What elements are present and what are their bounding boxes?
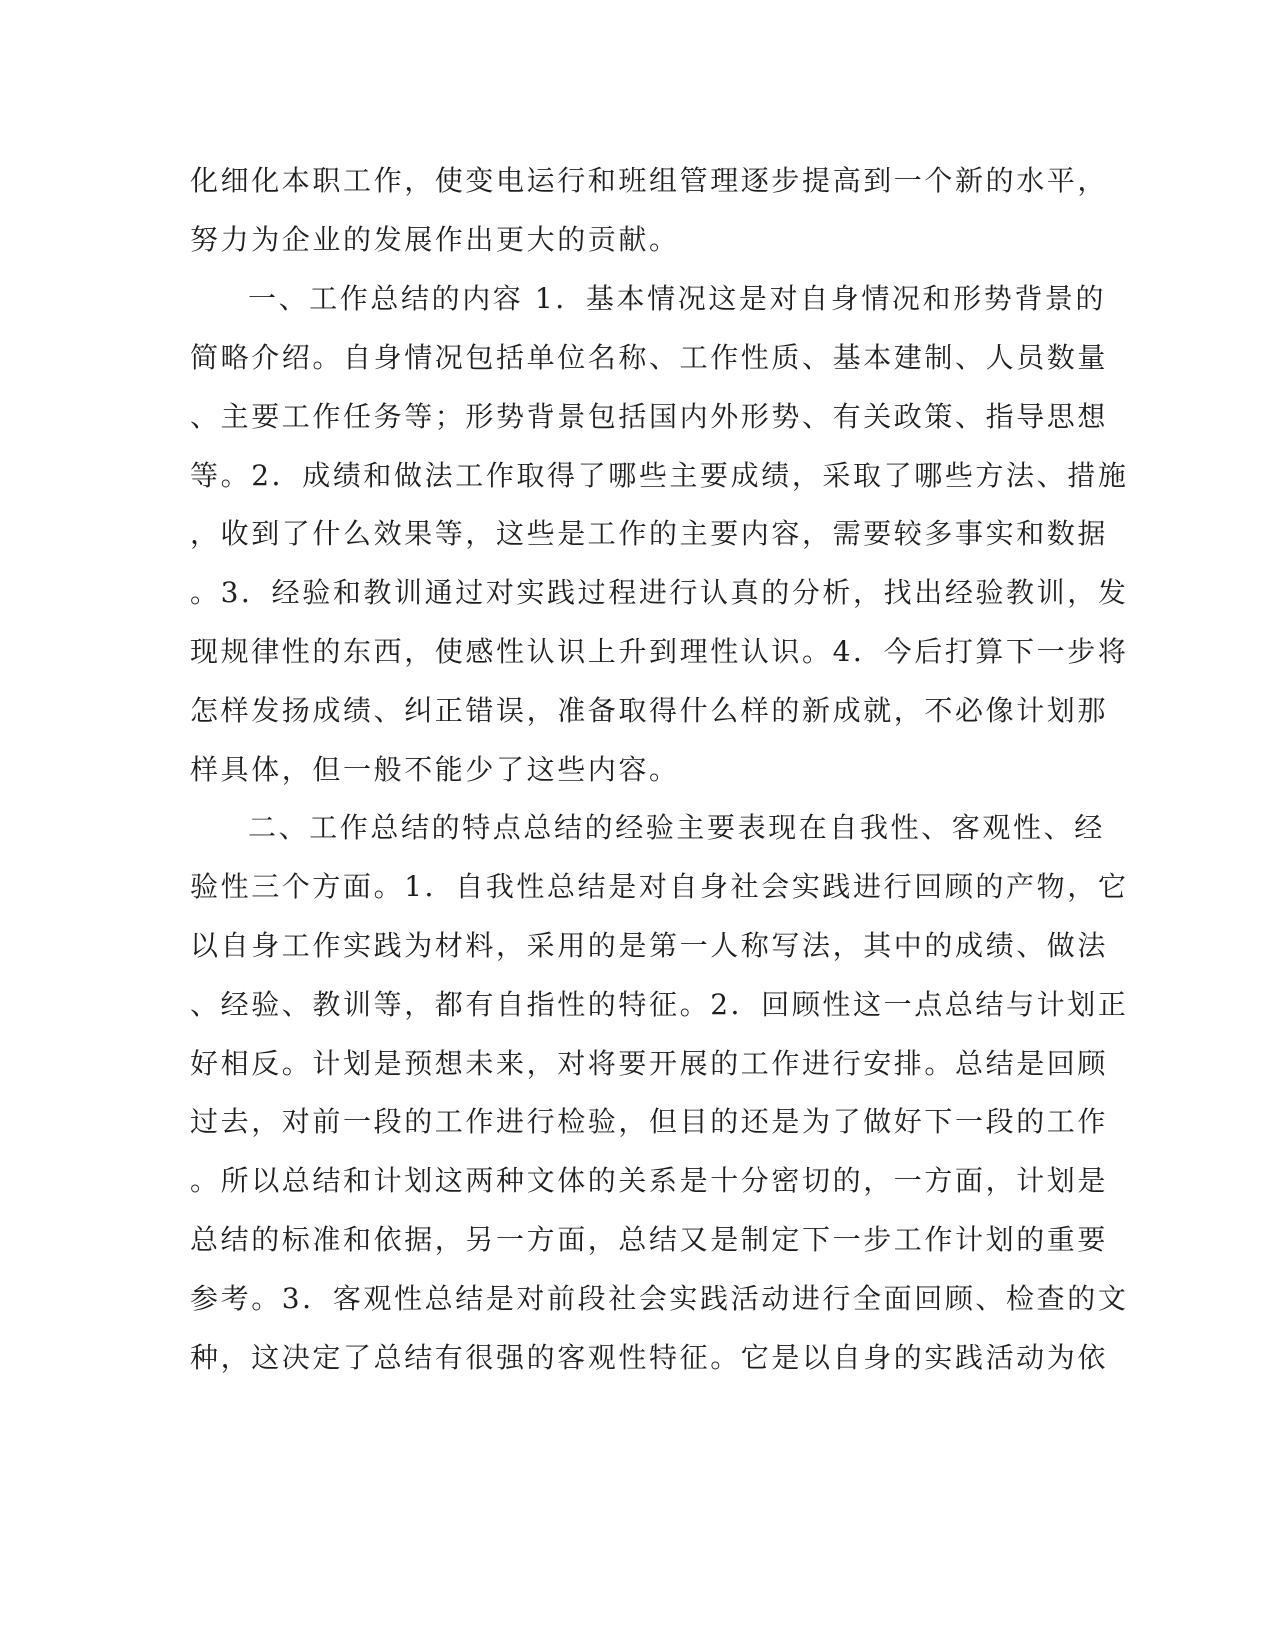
text-line-6: 等。2．成绩和做法工作取得了哪些主要成绩，采取了哪些方法、措施 <box>190 459 1129 492</box>
text-line-16: 好相反。计划是预想未来，对将要开展的工作进行安排。总结是回顾 <box>190 1047 1109 1080</box>
text-line-13: 验性三个方面。1．自我性总结是对自身社会实践进行回顾的产物，它 <box>190 870 1129 903</box>
text-line-21: 种，这决定了总结有很强的客观性特征。它是以自身的实践活动为依 <box>190 1341 1109 1374</box>
text-line-4: 简略介绍。自身情况包括单位名称、工作性质、基本建制、人员数量 <box>190 341 1109 374</box>
section-one-heading-line: 一、工作总结的内容 1．基本情况这是对自身情况和形势背景的 <box>248 282 1107 315</box>
text-line-15: 、经验、教训等，都有自指性的特征。2．回顾性这一点总结与计划正 <box>190 988 1129 1021</box>
text-line-18: 。所以总结和计划这两种文体的关系是十分密切的，一方面，计划是 <box>190 1164 1109 1197</box>
text-line-19: 总结的标准和依据，另一方面，总结又是制定下一步工作计划的重要 <box>190 1223 1109 1256</box>
text-line-8: 。3．经验和教训通过对实践过程进行认真的分析，找出经验教训，发 <box>190 576 1129 609</box>
text-line-2: 努力为企业的发展作出更大的贡献。 <box>190 223 680 256</box>
text-line-17: 过去，对前一段的工作进行检验，但目的还是为了做好下一段的工作 <box>190 1105 1109 1138</box>
text-line-7: ，收到了什么效果等，这些是工作的主要内容，需要较多事实和数据 <box>190 517 1109 550</box>
text-line-11: 样具体，但一般不能少了这些内容。 <box>190 753 680 786</box>
text-line-9: 现规律性的东西，使感性认识上升到理性认识。4．今后打算下一步将 <box>190 635 1129 668</box>
text-line-5: 、主要工作任务等；形势背景包括国内外形势、有关政策、指导思想 <box>190 400 1109 433</box>
text-line-10: 怎样发扬成绩、纠正错误，准备取得什么样的新成就，不必像计划那 <box>190 694 1109 727</box>
text-line-1: 化细化本职工作，使变电运行和班组管理逐步提高到一个新的水平， <box>190 164 1109 197</box>
section-two-heading-line: 二、工作总结的特点总结的经验主要表现在自我性、客观性、经 <box>248 811 1105 844</box>
text-line-20: 参考。3．客观性总结是对前段社会实践活动进行全面回顾、检查的文 <box>190 1282 1129 1315</box>
text-line-14: 以自身工作实践为材料，采用的是第一人称写法，其中的成绩、做法 <box>190 929 1109 962</box>
